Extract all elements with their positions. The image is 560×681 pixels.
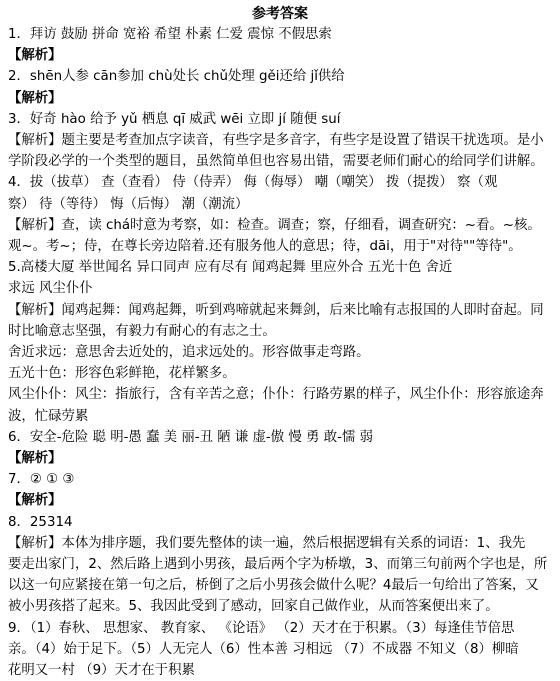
text-line: 3．好奇 hào 给予 yǔ 栖息 qī 威武 wēi 立即 jí 随便 suí: [8, 111, 341, 127]
text-line: 五光十色：形容色彩鲜艳，花样繁多。: [8, 366, 236, 382]
analysis-heading: 【解析】: [8, 451, 62, 467]
text-line: 时比喻意志坚强，有毅力有耐心的有志之士。: [8, 323, 276, 339]
text-line: 6．安全-危险 聪 明-愚 蠢 美 丽-丑 陋 谦 虚-傲 慢 勇 敢-懦 弱: [8, 429, 373, 445]
text-line: 舍近求远：意思舍去近处的，追求远处的。形容做事走弯路。: [8, 345, 370, 361]
text-line: 7．② ① ③: [8, 472, 75, 488]
text-line: 5.高楼大厦 举世闻名 异口同声 应有尽有 闻鸡起舞 里应外合 五光十色 舍近: [8, 260, 453, 276]
page-title: 参考答案: [252, 6, 308, 22]
text-line: 2．shēn人参 cān参加 chù处长 chǔ处理 gěi还给 jǐ供给: [8, 69, 345, 85]
answer-body: [8, 24, 552, 681]
text-line: 求远 风尘仆仆: [8, 281, 93, 297]
analysis-heading: 【解析】: [8, 48, 62, 64]
text-line: 9．（1）春秋、 思想家、 教育家、 《论语》 （2）天才在于积累。（3）每逢佳节倍思: [8, 620, 515, 636]
text-line: 亲。（4）始于足下。（5）人无完人（6）性本善 习相远 （7）不成器 不知义（8）柳暗: [8, 641, 519, 657]
text-line: 【解析】闻鸡起舞：闻鸡起舞，听到鸡啼就起来舞剑，后来比喻有志报国的人即时奋起。同: [8, 302, 544, 318]
text-line: 【解析】题主要是考查加点字读音，有些字是多音字，有些字是设置了错误干扰选项。是小: [8, 133, 544, 149]
text-line: 4．拔（拔草） 查（查看） 侍（侍弄） 侮（侮辱） 嘲（嘲笑） 拨（提拨） 察（观: [8, 175, 498, 191]
analysis-heading: 【解析】: [8, 90, 62, 106]
text-line: 学阶段必学的一个类型的题目，虽然简单但也容易出错，需要老师们耐心的给同学们讲解。: [8, 154, 544, 170]
text-line: 察） 待（等待） 悔（后悔） 潮（潮流）: [8, 196, 249, 212]
text-line: 花明又一村 （9）天才在于积累: [8, 663, 195, 679]
text-line: 波，忙碌劳累: [8, 408, 89, 424]
text-line: 1．拜访 鼓励 拼命 宽裕 希望 朴素 仁爱 震惊 不假思索: [8, 27, 332, 42]
text-line: 8．25314: [8, 514, 73, 530]
text-line: 以这一句应紧接在第一句之后，桥倒了之后小男孩会做什么呢？4最后一句给出了答案，又: [8, 578, 539, 594]
analysis-heading: 【解析】: [8, 493, 62, 509]
text-line: 观~。考~；侍，在尊长旁边陪着.还有服务他人的意思；待，dāi，用于"对待""等待"。: [8, 239, 522, 255]
text-line: 【解析】查，读 chá时意为考察，如：检查。调查；察，仔细看，调查研究：~看。~核。: [8, 217, 541, 233]
text-line: 风尘仆仆：风尘：指旅行，含有辛苦之意；仆仆：行路劳累的样子，风尘仆仆：形容旅途奔: [8, 387, 544, 403]
text-line: 【解析】本体为排序题，我们要先整体的读一遍，然后根据逻辑有关系的词语：1、我先: [8, 535, 526, 551]
text-line: 被小男孩搭了起来。5、我因此受到了感动，回家自己做作业，从而答案便出来了。: [8, 599, 499, 615]
text-line: 要走出家门，2、然后路上遇到小男孩，最后两个字为桥墩，3、而第三句前两个字也是，所: [8, 557, 548, 573]
